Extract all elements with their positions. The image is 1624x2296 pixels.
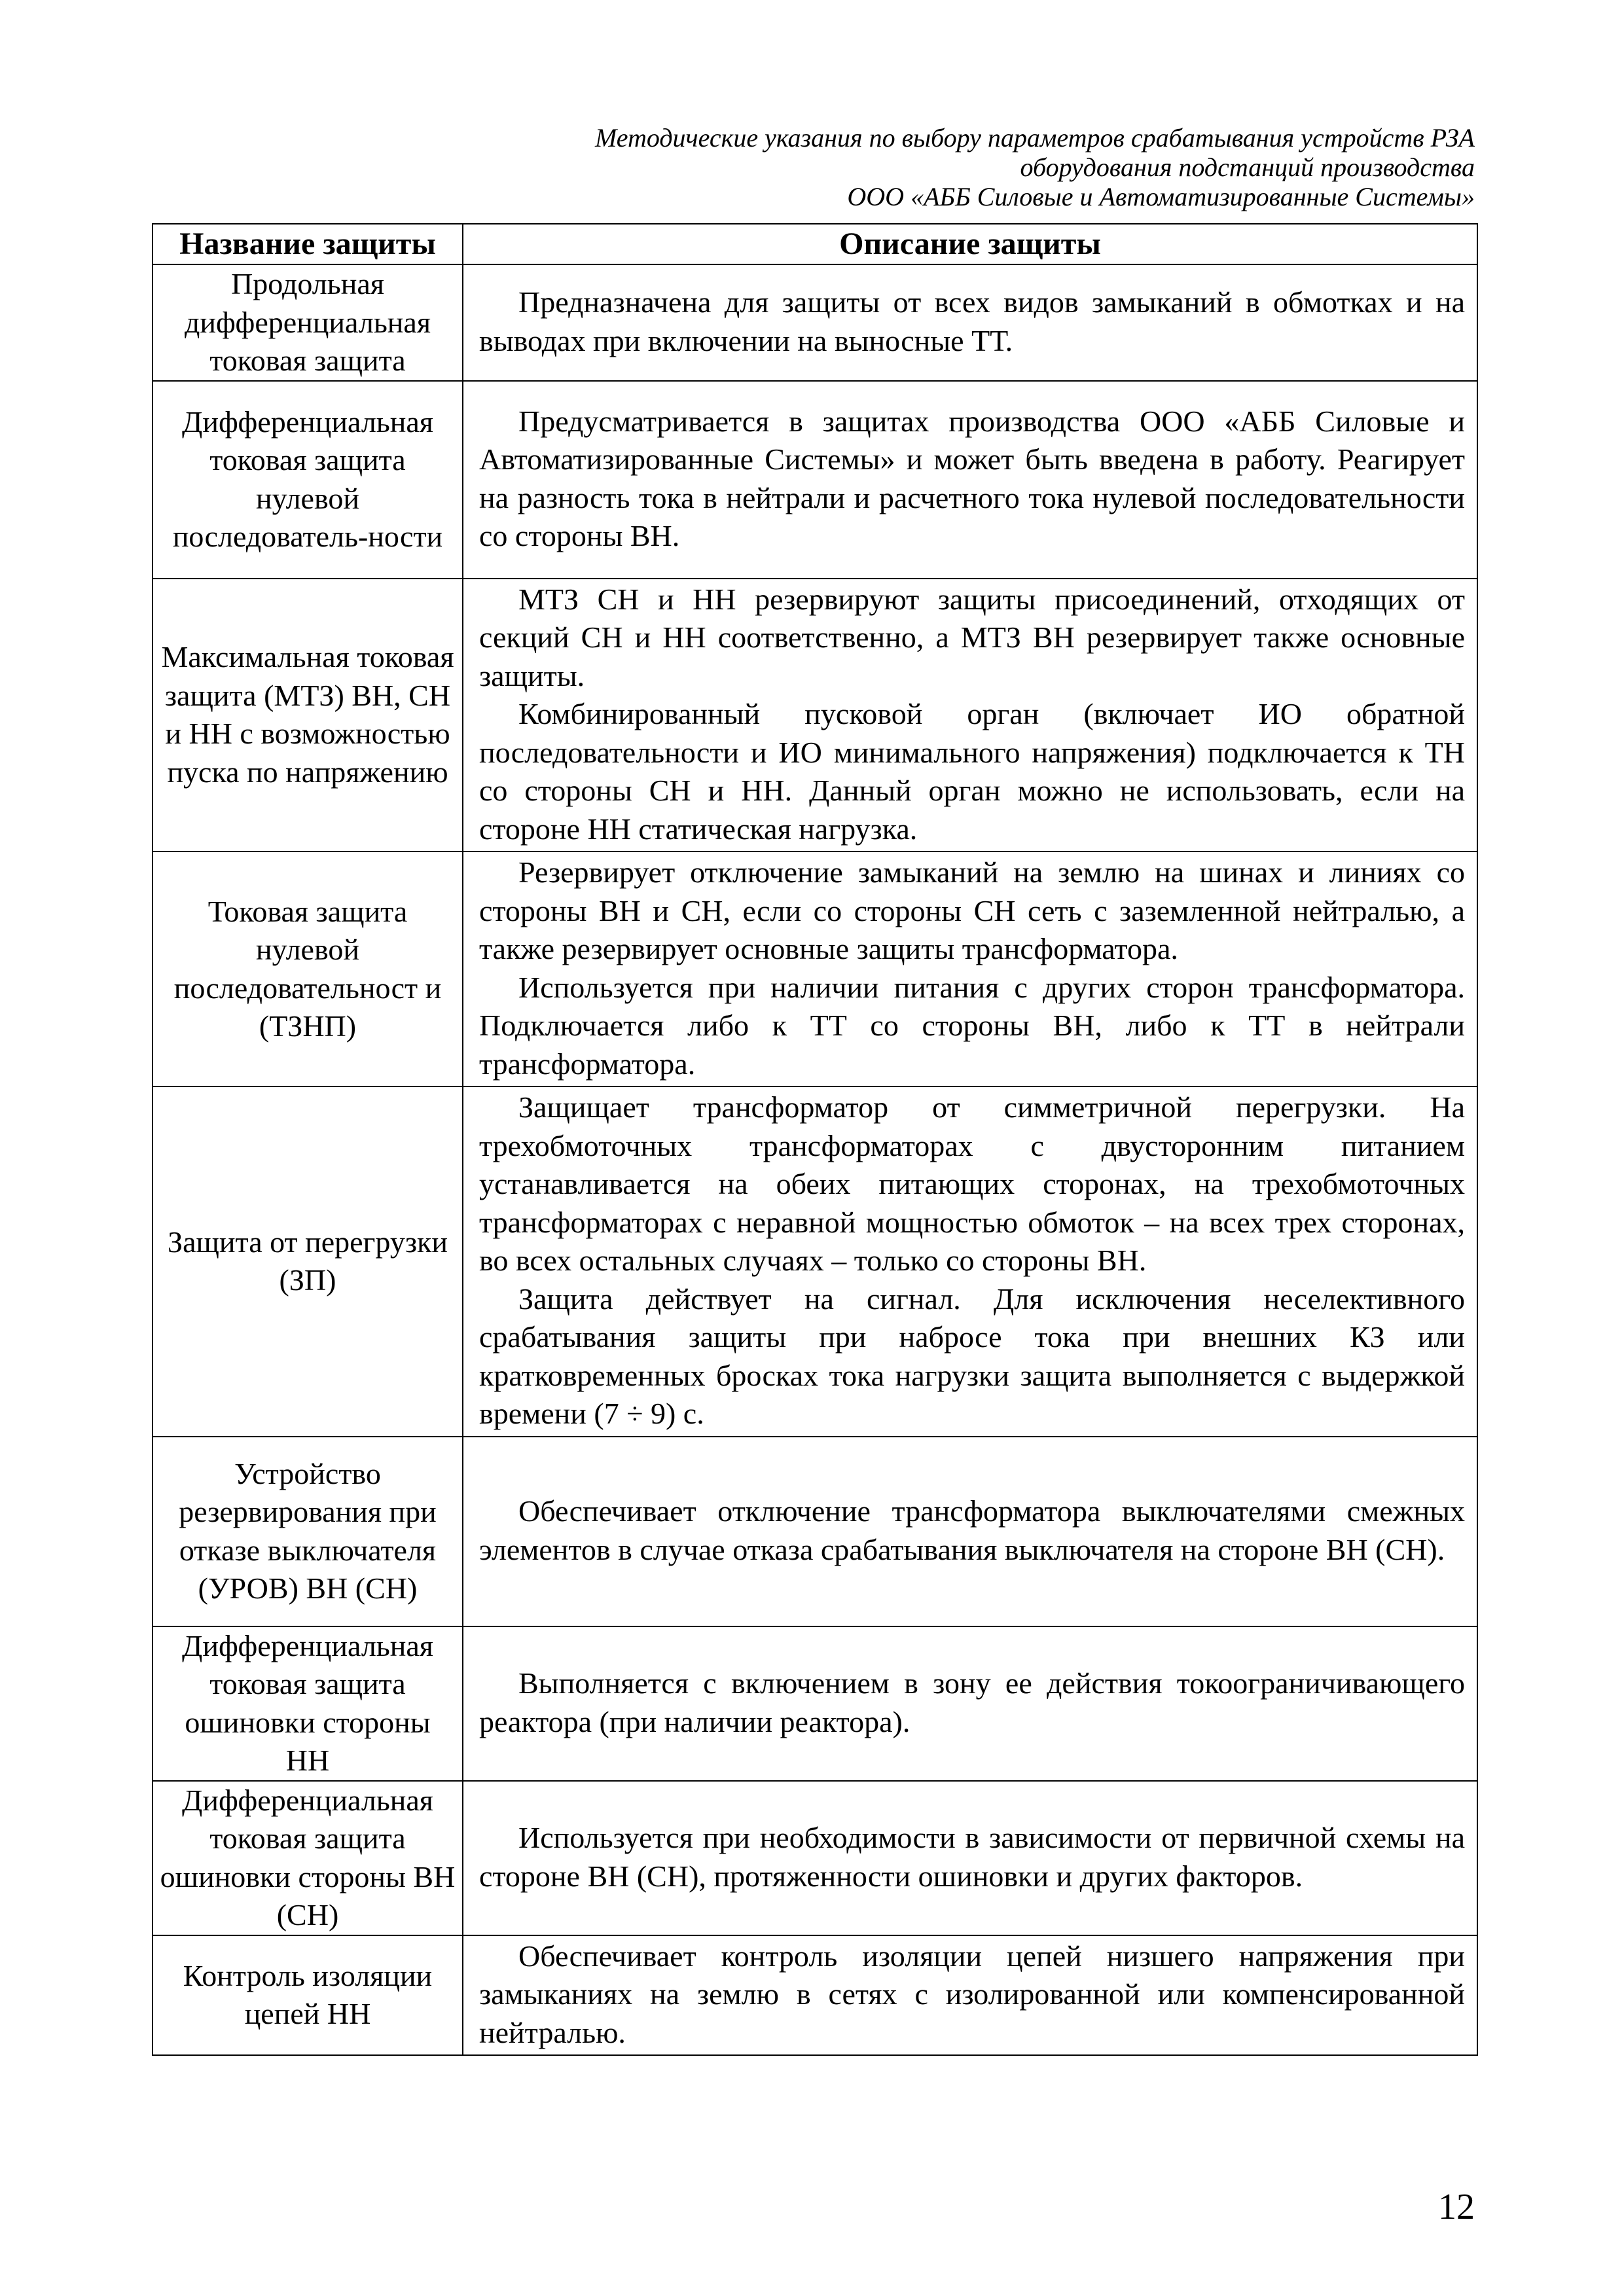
protection-description <box>463 264 1477 381</box>
protection-name: Максимальная токовая защита (МТЗ) ВН, СН и НН с возможностью пуска по напряжению <box>153 579 463 852</box>
table-row <box>153 1781 1477 1935</box>
table-header-row <box>153 224 1477 264</box>
header-line-1: Методические указания по выбору параметров срабатывания устройств РЗА <box>594 123 1475 152</box>
header-line-2: оборудования подстанций производства <box>1020 152 1475 182</box>
description-paragraph: Предусматривается в защитах производства ООО «АББ Силовые и Автоматизированные Системы» и может быть введена в работу. Реагирует на разность тока в нейтрали и расчетного тока нулевой последовательности со стороны ВН. <box>479 404 1465 552</box>
protection-name: Дифференциальная токовая защита ошиновки стороны НН <box>153 1626 463 1781</box>
table-row <box>153 1086 1477 1437</box>
document-header <box>595 123 1475 211</box>
description-paragraph: Защита действует на сигнал. Для исключения неселективного срабатывания защиты при набросе тока при внешних КЗ или кратковременных бросках тока нагрузки защита выполняется с выдержкой времени (7 ÷ 9) с. <box>479 1282 1465 1430</box>
table-row <box>153 1935 1477 2056</box>
header-line-3: ООО «АББ Силовые и Автоматизированные Системы» <box>847 182 1475 211</box>
column-header-name: Название защиты <box>153 224 463 264</box>
protection-name: Дифференциальная токовая защита нулевой последователь-ности <box>153 381 463 579</box>
protection-description <box>463 1437 1477 1626</box>
table-row <box>153 381 1477 579</box>
column-header-description: Описание защиты <box>463 224 1477 264</box>
protection-description <box>463 1935 1477 2056</box>
description-paragraph: Используется при необходимости в зависимости от первичной схемы на стороне ВН (СН), протяженности ошиновки и других факторов. <box>479 1821 1465 1893</box>
description-paragraph: Обеспечивает контроль изоляции цепей низшего напряжения при замыканиях на землю в сетях с изолированной или компенсированной нейтралью. <box>479 1939 1465 2049</box>
protection-description <box>463 852 1477 1086</box>
table-row <box>153 264 1477 381</box>
table-row <box>153 1626 1477 1781</box>
table-row <box>153 579 1477 852</box>
protection-description <box>463 1781 1477 1935</box>
protection-name: Защита от перегрузки (ЗП) <box>153 1086 463 1437</box>
description-paragraph: Комбинированный пусковой орган (включает ИО обратной последовательности и ИО минимального напряжения) подключается к ТН со стороны СН и НН. Данный орган можно не использовать, если на стороне НН статическая нагрузка. <box>479 697 1465 846</box>
protection-description <box>463 1086 1477 1437</box>
protection-name: Дифференциальная токовая защита ошиновки стороны ВН (СН) <box>153 1781 463 1935</box>
table-row <box>153 852 1477 1086</box>
description-paragraph: Используется при наличии питания с других сторон трансформатора. Подключается либо к ТТ со стороны ВН, либо к ТТ в нейтрали трансформатора. <box>479 970 1465 1081</box>
protection-table <box>152 223 1478 2056</box>
protection-name: Контроль изоляции цепей НН <box>153 1935 463 2056</box>
description-paragraph: Обеспечивает отключение трансформатора выключателями смежных элементов в случае отказа срабатывания выключателя на стороне ВН (СН). <box>479 1494 1465 1566</box>
description-paragraph: Выполняется с включением в зону ее действия токоограничивающего реактора (при наличии реактора). <box>479 1666 1465 1738</box>
page-number: 12 <box>1438 2187 1475 2227</box>
protection-description <box>463 381 1477 579</box>
protection-description <box>463 579 1477 852</box>
description-paragraph: Защищает трансформатор от симметричной перегрузки. На трехобмоточных трансформаторах с двусторонним питанием устанавливается на обеих питающих сторонах, на трехобмоточных трансформаторах с неравной мощностью обмоток – на всех трех сторонах, во всех остальных случаях – только со стороны ВН. <box>479 1090 1465 1277</box>
table-row <box>153 1437 1477 1626</box>
description-paragraph: Резервирует отключение замыканий на землю на шинах и линиях со стороны ВН и СН, если со стороны СН сеть с заземленной нейтралью, а также резервирует основные защиты трансформатора. <box>479 855 1465 965</box>
protection-description <box>463 1626 1477 1781</box>
protection-name: Токовая защита нулевой последовательност и (ТЗНП) <box>153 852 463 1086</box>
description-paragraph: Предназначена для защиты от всех видов замыканий в обмотках и на выводах при включении на выносные ТТ. <box>479 285 1465 357</box>
protection-name: Устройство резервирования при отказе выключателя (УРОВ) ВН (СН) <box>153 1437 463 1626</box>
description-paragraph: МТЗ СН и НН резервируют защиты присоединений, отходящих от секций СН и НН соответственно, а МТЗ ВН резервирует также основные защиты. <box>479 582 1465 692</box>
protection-name: Продольная дифференциальная токовая защита <box>153 264 463 381</box>
